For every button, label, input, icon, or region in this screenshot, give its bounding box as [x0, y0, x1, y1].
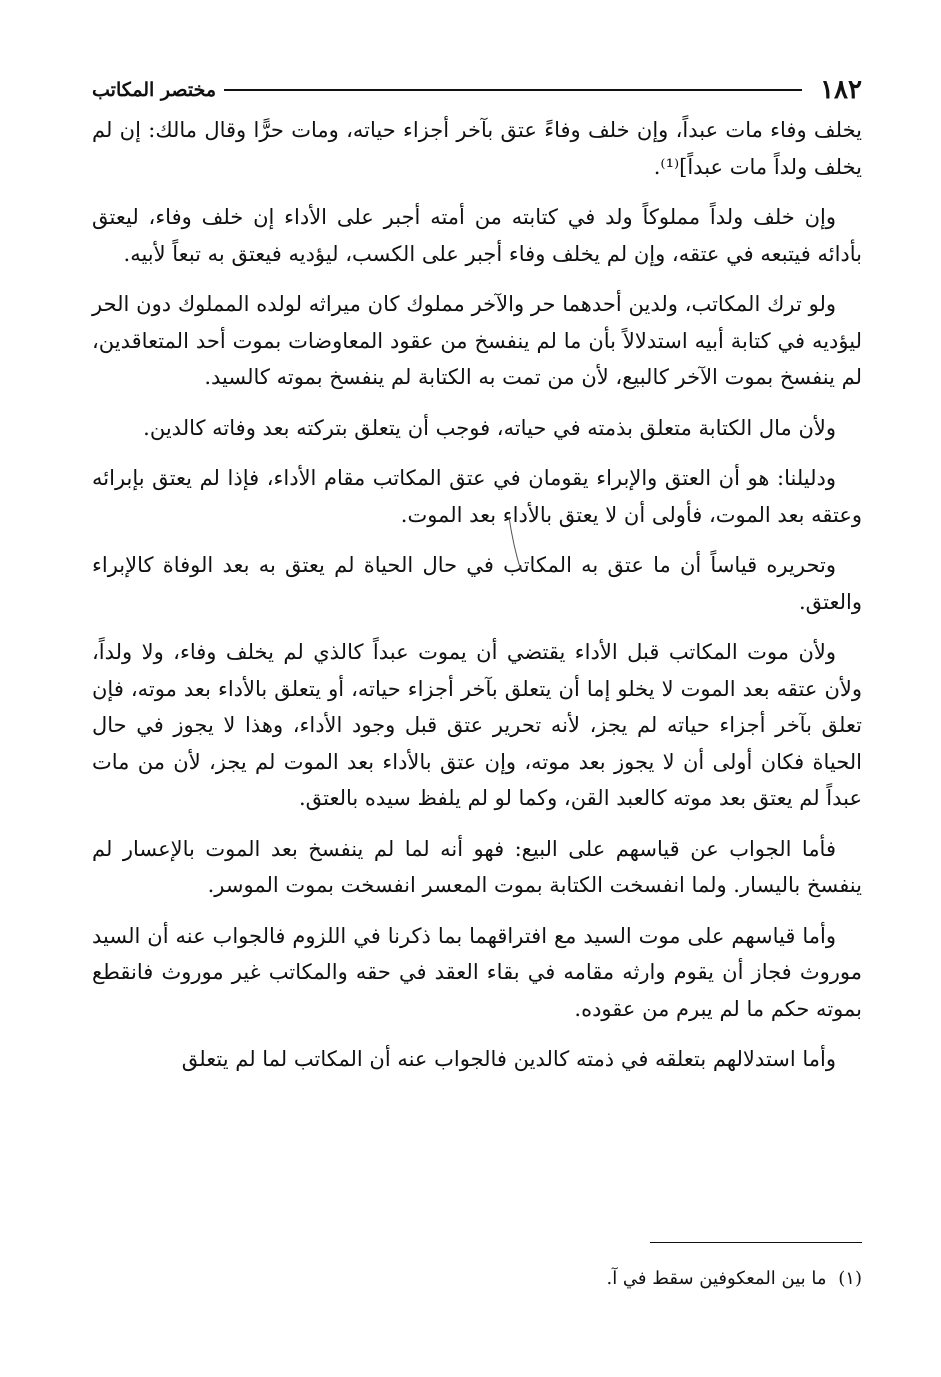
- footnote-rule: [650, 1242, 862, 1243]
- paragraph: ولأن موت المكاتب قبل الأداء يقتضي أن يموت عبداً كالذي لم يخلف وفاء، ولا ولداً، ولأن عتقه بعد الموت لا يخلو إما أن يتعلق بآخر أجزاء حياته، أو يتعلق بالأداء بعد موته، فإن تعلق بآخر أجزاء حياته لم يجز، لأنه تحرير عتق قبل وجود الأداء، وهذا لا يجوز في حال الحياة فكان أولى أن لا يجوز بعد موته، وإن عتق بالأداء بعد الموت لم يجز، لأن من مات عبداً لم يعتق بعد موته كالعبد القن، وكما لو لم يلفظ سيده بالعتق.: [92, 640, 862, 810]
- footnote: [92, 1268, 862, 1289]
- paragraph: وأما استدلالهم بتعلقه في ذمته كالدين فالجواب عنه أن المكاتب لما لم يتعلق: [181, 1047, 836, 1071]
- paragraph: فأما الجواب عن قياسهم على البيع: فهو أنه لما لم ينفسخ بعد الموت بالإعسار لم ينفسخ باليسار. ولما انفسخت الكتابة بموت المعسر انفسخت بموت الموسر.: [92, 836, 862, 897]
- page-body: [92, 112, 862, 1092]
- page-header: [92, 70, 862, 110]
- paragraph: ولو ترك المكاتب، ولدين أحدهما حر والآخر مملوك كان ميراثه لولده المملوك دون الحر ليؤديه في كتابة أبيه استدلالاً بأن ما لم ينفسخ من عقود المعاوضات بموت أحد المتعاقدين، لم ينفسخ بموت الآخر كالبيع، لأن من تمت به الكتابة لم ينفسخ بموته كالسيد.: [92, 292, 862, 389]
- running-title: مختصر المكاتب: [92, 79, 217, 101]
- footnote-text: ما بين المعكوفين سقط في آ.: [606, 1268, 827, 1289]
- page-number: ١٨٢: [820, 75, 862, 105]
- paragraph: ودليلنا: هو أن العتق والإبراء يقومان في عتق المكاتب مقام الأداء، فإذا لم يعتق بإبرائه وعتقه بعد الموت، فأولى أن لا يعتق بالأداء بعد الموت.: [92, 466, 862, 527]
- paragraph: ولأن مال الكتابة متعلق بذمته في حياته، فوجب أن يتعلق بتركته بعد وفاته كالدين.: [143, 415, 836, 440]
- stray-pen-mark: [505, 515, 525, 575]
- paragraph: وإن خلف ولداً مملوكاً ولد في كتابته من أمته أجبر على الأداء إن خلف وفاء، ليعتق بأدائه فيتبعه في عتقه، وإن لم يخلف وفاء أجبر على الكسب، ليؤديه فيعتق به تبعاً لأبيه.: [92, 205, 862, 266]
- footnote-number: (١): [838, 1268, 862, 1289]
- header-rule: [224, 89, 802, 91]
- paragraph: وتحريره قياساً أن ما عتق به المكاتب في حال الحياة لم يعتق به بعد الوفاة كالإبراء والعتق.: [92, 553, 862, 614]
- paragraph: وأما قياسهم على موت السيد مع افتراقهما بما ذكرنا في اللزوم فالجواب عنه أن السيد موروث فجاز أن يقوم وارثه مقامه في بقاء العقد في حقه والمكاتب غير موروث فانقطع بموته حكم ما لم يبرم من عقوده.: [92, 923, 862, 1021]
- paragraph: يخلف وفاء مات عبداً، وإن خلف وفاءً عتق بآخر أجزاء حياته، ومات حرًّا وقال مالك: إن لم يخلف ولداً مات عبداً]⁽¹⁾.: [92, 118, 862, 179]
